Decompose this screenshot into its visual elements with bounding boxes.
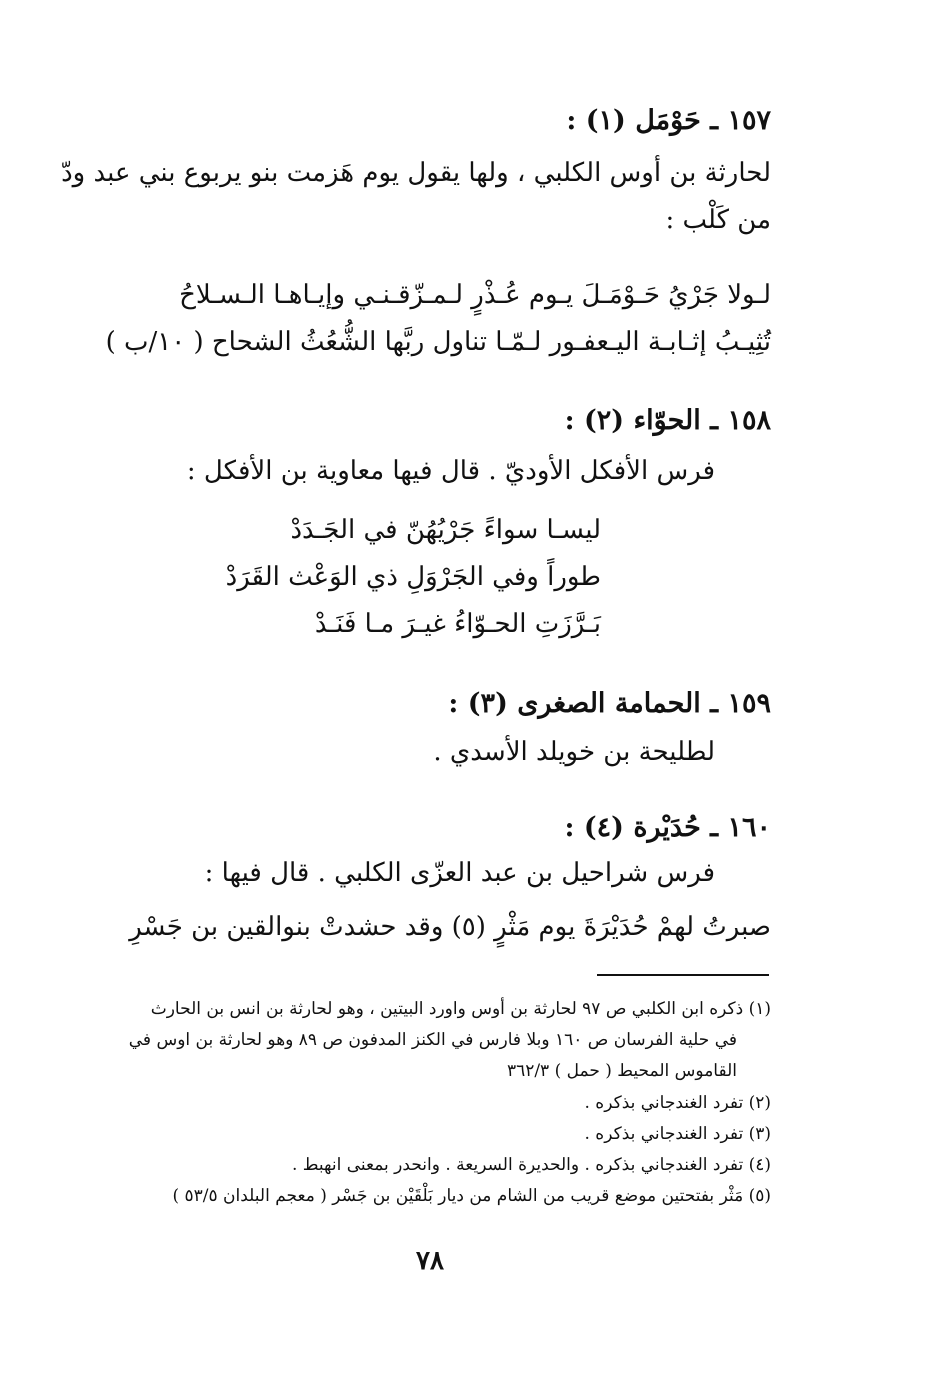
entry-heading: ١٥٧ ـ حَوْمَل (١) : xyxy=(566,105,771,136)
footnote: القاموس المحيط ( حمل ) ٣٦٢/٣ xyxy=(506,1061,737,1081)
footnote: (٤) تفرد الغندجاني بذكره . والحديرة السريعة . وانحدر بمعنى انهبط . xyxy=(291,1155,771,1175)
footnote-divider xyxy=(597,974,769,976)
entry-text: فرس الأفكل الأوديّ . قال فيها معاوية بن الأفكل : xyxy=(186,456,715,486)
poem-verse: صبرتُ لهمْ حُدَيْرَةَ يوم مَثْرٍ (٥) وقد حشدتْ بنوالقين بن جَسْرِ xyxy=(129,912,771,942)
entry-heading: ١٥٨ ـ الحوّاء (٢) : xyxy=(564,405,771,436)
poem-verse: تُثِيـبُ إثـابـة اليـعفـور لـمّـا تناول ربَّها الشُّعُثُ الشحاح ( ١٠/ب ) xyxy=(105,327,771,357)
poem-verse: طوراً وفي الجَرْوَلِ ذي الوَعْث القَرَدْ xyxy=(225,562,601,592)
entry-text: لحارثة بن أوس الكلبي ، ولها يقول يوم هَزمت بنو يربوع بني عبد ودّ xyxy=(61,158,771,188)
footnote: في حلية الفرسان ص ١٦٠ وبلا فارس في الكنز المدفون ص ٨٩ وهو لحارثة بن اوس في xyxy=(128,1030,737,1050)
footnote: (٢) تفرد الغندجاني بذكره . xyxy=(584,1093,771,1113)
entry-text: لطليحة بن خويلد الأسدي . xyxy=(433,737,715,767)
poem-verse: بَـرَّزَتِ الحـوّاءُ غيـرَ مـا فَنَـدْ xyxy=(314,609,601,639)
entry-heading: ١٦٠ ـ حُدَيْرة (٤) : xyxy=(564,812,771,843)
footnote: (٣) تفرد الغندجاني بذكره . xyxy=(584,1124,771,1144)
poem-verse: لـولا جَرْيُ حَـوْمَـلَ يـوم عُـذْرٍ لـمـزّقـنـي وإيـاهـا الـسـلاحُ xyxy=(179,280,771,310)
entry-heading: ١٥٩ ـ الحمامة الصغرى (٣) : xyxy=(448,688,771,719)
footnote: (١) ذكره ابن الكلبي ص ٩٧ لحارثة بن أوس واورد البيتين ، وهو لحارثة بن انس بن الحارث xyxy=(150,999,771,1019)
entry-text: من كَلْب : xyxy=(665,205,771,235)
entry-text: فرس شراحيل بن عبد العزّى الكلبي . قال فيها : xyxy=(204,858,715,888)
poem-verse: ليسـا سواءً جَرْيُهُنّ في الجَـدَدْ xyxy=(290,515,601,545)
page-number: ٧٨ xyxy=(416,1246,444,1276)
footnote: (٥) مَثْر بفتحتين موضع قريب من الشام من ديار بَلْقَيْن بن جَسْر ( معجم البلدان ٥٣/٥ ) xyxy=(172,1186,771,1206)
